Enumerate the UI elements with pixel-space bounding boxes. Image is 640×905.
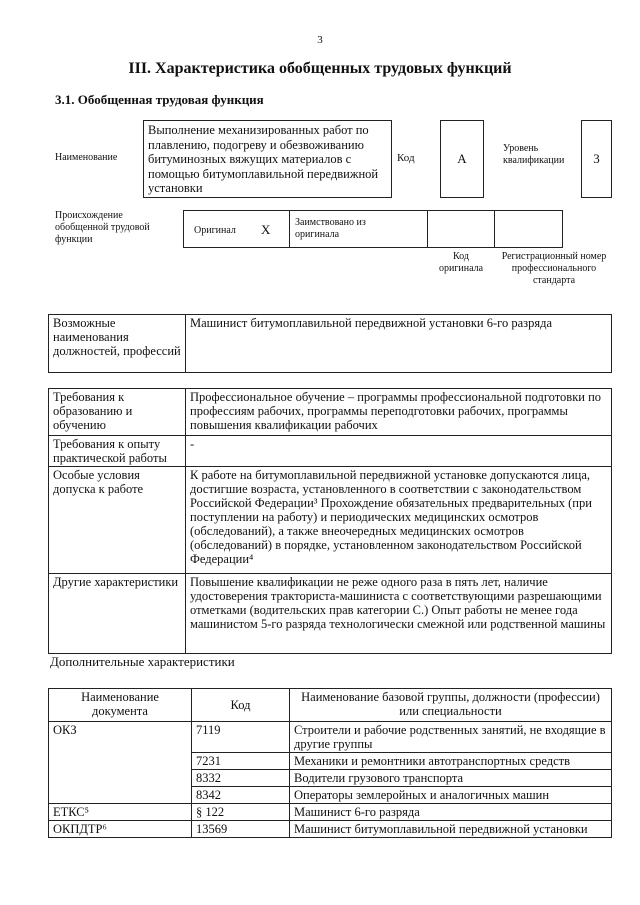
name-cell: Машинист битумоплавильной передвижной установки [290, 821, 612, 838]
reg-caption: Регистрационный номер профессионального стандарта [501, 251, 607, 286]
code-cell: § 122 [192, 804, 290, 821]
name-cell: Механики и ремонтники автотранспортных средств [290, 753, 612, 770]
section-heading: 3.1. Обобщенная трудовая функция [55, 92, 264, 107]
function-code-box: A [440, 120, 484, 198]
header-doc: Наименование документа [49, 689, 192, 722]
code-cell: 13569 [192, 821, 290, 838]
origin-label: Происхождение обобщенной трудовой функции [55, 210, 150, 245]
original-label: Оригинал [194, 225, 236, 236]
req-value: Повышение квалификации не реже одного раза в пять лет, наличие удостоверения тракториста-машиниста с соответствующими разрешающими отметками (водительских прав категории С.) Опыт работы не менее года машинистом 5-го разряда технологически смежной или родственной машины [186, 574, 612, 654]
requirements-table [48, 388, 612, 654]
header-code: Код [192, 689, 290, 722]
doc-cell: ОКПДТР⁶ [49, 821, 192, 838]
code-cell: 8332 [192, 770, 290, 787]
req-label: Требования к опыту практической работы [49, 436, 186, 467]
divider [494, 211, 495, 247]
positions-value: Машинист битумоплавильной передвижной установки 6-го разряда [186, 315, 612, 373]
req-value: К работе на битумоплавильной передвижной установке допускаются лица, достигшие возраста, установленного в соответствии с законодательством Российской Федерации³ Прохождение обязательных предварительных (при поступлении на работу) и периодических медицинских осмотров (обследований), а также внеочередных медицинских осмотров (обследований) в порядке, установленном законодательством Российской Федерации⁴ [186, 467, 612, 574]
code-label: Код [397, 152, 415, 164]
original-mark: X [261, 222, 271, 237]
name-cell: Машинист 6-го разряда [290, 804, 612, 821]
level-box: 3 [581, 120, 612, 198]
doc-cell: ЕТКС⁵ [49, 804, 192, 821]
additional-heading: Дополнительные характеристики [50, 654, 235, 669]
name-cell: Операторы землеройных и аналогичных машин [290, 787, 612, 804]
borrowed-label: Заимствовано из оригинала [295, 217, 366, 240]
level-label: Уровень квалификации [503, 143, 565, 166]
name-cell: Строители и рабочие родственных занятий, не входящие в другие группы [290, 722, 612, 753]
req-label: Требования к образованию и обучению [49, 389, 186, 436]
doc-cell: ОКЗ [49, 722, 192, 804]
additional-table [48, 688, 612, 838]
header-name: Наименование базовой группы, должности (профессии) или специальности [290, 689, 612, 722]
positions-table [48, 314, 612, 373]
name-cell: Водители грузового транспорта [290, 770, 612, 787]
code-caption: Код оригинала [438, 251, 484, 274]
table-row [49, 821, 612, 838]
req-label: Другие характеристики [49, 574, 186, 654]
code-cell: 7119 [192, 722, 290, 753]
name-label: Наименование [55, 152, 118, 163]
positions-label: Возможные наименования должностей, профессий [49, 315, 186, 373]
table-row [49, 804, 612, 821]
divider [427, 211, 428, 247]
req-value: - [186, 436, 612, 467]
page-title: III. Характеристика обобщенных трудовых функций [128, 60, 512, 77]
req-label: Особые условия допуска к работе [49, 467, 186, 574]
function-name-box: Выполнение механизированных работ по плавлению, подогреву и обезвоживанию битуминозных вяжущих материалов с помощью битумоплавильной передвижной установки [143, 120, 392, 198]
divider [289, 211, 290, 247]
table-row [49, 722, 612, 753]
code-cell: 7231 [192, 753, 290, 770]
req-value: Профессиональное обучение – программы профессиональной подготовки по профессиям рабочих, программы переподготовки рабочих, программы повышения квалификации рабочих [186, 389, 612, 436]
code-cell: 8342 [192, 787, 290, 804]
page-number: 3 [317, 34, 323, 46]
origin-box [183, 210, 563, 248]
